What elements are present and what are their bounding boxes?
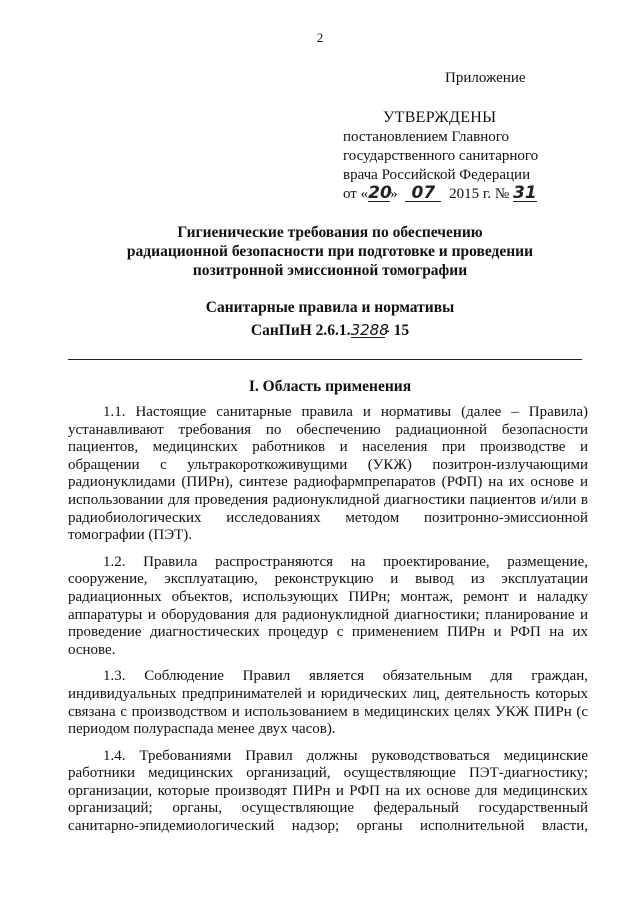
paragraph-1-4: 1.4. Требованиями Правил должны руководствоваться медицинские работники медицинских организаций, осуществляющие ПЭТ-диагностику; организации, которые производят ПИРн и РФП на их основе для медицинских организаций; органы, осуществляющие федеральный государственный санитарно-эпидемиологический надзор; органы исполнительной власти, (68, 747, 588, 835)
approval-block (343, 108, 633, 204)
rules-code-suffix: - 15 (384, 322, 410, 339)
rules-code (60, 322, 600, 340)
paragraph-1-2: 1.2. Правила распространяются на проектирование, размещение, сооружение, эксплуатацию, реконструкцию и вывод из эксплуатации радиационных объектов, использующих ПИРн; монтаж, ремонт и наладку аппаратуры и оборудования для радионуклидной диагностики; планирование и проведение диагностических процедур с применением ПИРн и РФП на их основе. (68, 553, 588, 658)
handwritten-number: 31 (513, 183, 537, 203)
rules-code-handwritten-number: 3288 (350, 321, 389, 339)
approval-line-2: государственного санитарного (343, 148, 539, 164)
approval-title: УТВЕРЖДЕНЫ (383, 109, 497, 126)
approval-date-line (343, 185, 633, 204)
document-title-line-3: позитронной эмиссионной томографии (192, 262, 468, 279)
rules-title: Санитарные правила и нормативы (205, 299, 455, 316)
appendix-label: Приложение (445, 70, 526, 86)
document-title (60, 223, 600, 280)
date-mid: » (390, 186, 398, 202)
paragraph-1-3: 1.3. Соблюдение Правил является обязательным для граждан, индивидуальных предпринимателей и юридических лиц, деятельность которых связана с производством и использованием в медицинских целях УКЖ ПИРн (с периодом полураспада менее двух часов). (68, 668, 588, 738)
handwritten-day: 20 (368, 183, 392, 203)
horizontal-divider (68, 359, 582, 360)
rules-code-prefix: СанПиН 2.6.1. (250, 322, 351, 339)
body-text (68, 404, 588, 845)
document-title-line-1: Гигиенические требования по обеспечению (177, 224, 483, 241)
page-number: 2 (316, 30, 324, 45)
approval-line-3: врача Российской Федерации (343, 167, 531, 183)
section-heading: I. Область применения (248, 378, 412, 395)
approval-line-1: постановлением Главного (343, 129, 510, 145)
paragraph-1-1: 1.1. Настоящие санитарные правила и нормативы (далее – Правила) устанавливают требования по обеспечению радиационной безопасности пациентов, медицинских работников и населения при производстве и обращении с ультракороткоживущими (УКЖ) позитрон-излучающими радионуклидами (ПИРн), синтезе радиофармпрепаратов (РФП) на их основе и использовании для проведения радионуклидной диагностики пациентов и/или в радиобиологических исследованиях методом позитронно-эмиссионной томографии (ПЭТ). (68, 404, 588, 544)
date-year: 2015 г. № (449, 186, 510, 202)
document-title-line-2: радиационной безопасности при подготовке и проведении (126, 243, 534, 260)
date-prefix: от « (343, 186, 369, 202)
handwritten-month: 07 (405, 185, 441, 202)
